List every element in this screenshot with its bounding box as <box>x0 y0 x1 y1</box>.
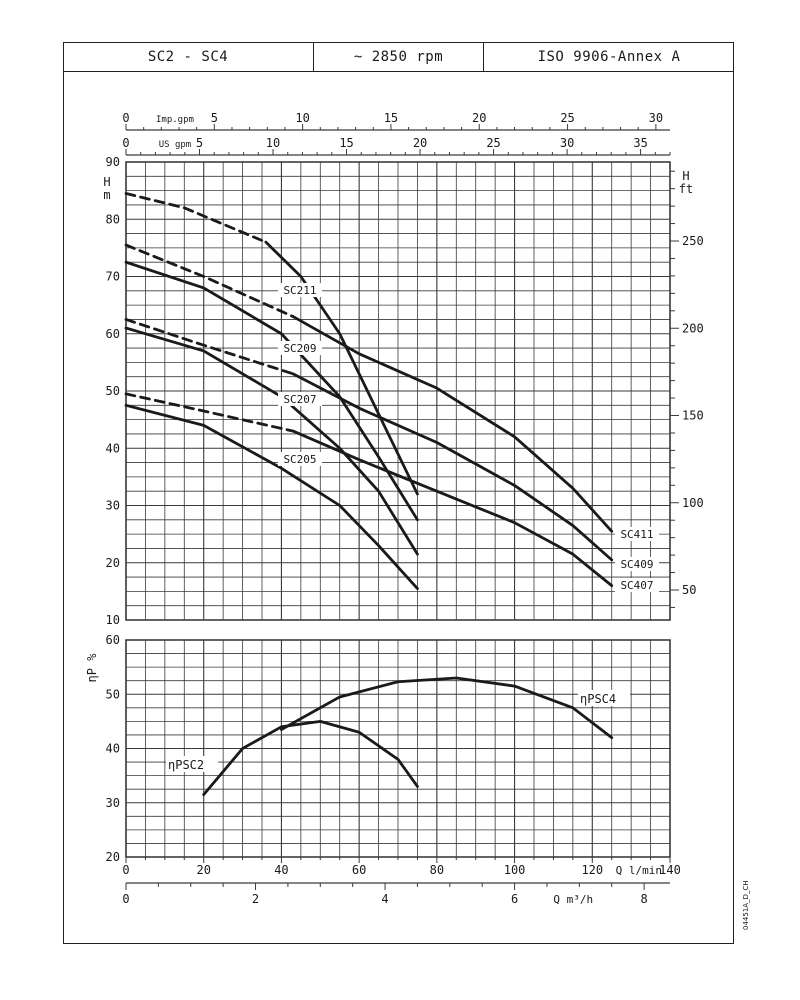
top-axis-tick-label: 20 <box>472 111 487 125</box>
head-y-tick-label: 50 <box>105 384 120 398</box>
top-axis-tick-label: 25 <box>560 111 575 125</box>
top-axis-tick-label: 30 <box>559 136 575 150</box>
header-standard: ISO 9906-Annex A <box>483 42 734 71</box>
top-axis-unit-label: Imp.gpm <box>155 115 194 125</box>
m3h-tick-label: 4 <box>381 892 389 906</box>
document-reference: 04451A_D_CH <box>742 880 750 930</box>
curve-sc207 <box>126 328 417 554</box>
bottom-x-tick-label: 80 <box>429 863 445 877</box>
bottom-x-tick-label: 140 <box>659 863 681 877</box>
eff-y-axis-label: ηP % <box>85 653 99 683</box>
top-axis-tick-label: 5 <box>195 136 204 150</box>
head-y-axis-label: H <box>103 175 111 189</box>
bottom-x-tick-label: 100 <box>503 863 526 877</box>
head-y-tick-label: 30 <box>105 498 120 513</box>
curve-sc205 <box>126 405 417 588</box>
head-y-tick-label: 20 <box>105 555 120 570</box>
m3h-tick-label: 2 <box>251 892 260 906</box>
eff-curve-sc2 <box>204 721 418 794</box>
curve-sc411-dashed <box>126 245 293 317</box>
top-axis-tick-label: 0 <box>122 111 130 125</box>
head-y-axis-unit: m <box>103 188 111 202</box>
bottom-x-tick-label: 20 <box>196 863 211 877</box>
top-axis-tick-label: 30 <box>648 111 664 125</box>
ft-axis-unit: ft <box>678 182 694 196</box>
curve-label-sc207: SC207 <box>283 393 317 406</box>
bottom-x-tick-label: 40 <box>274 863 289 877</box>
curve-label-sc411: SC411 <box>620 528 654 541</box>
top-axis-tick-label: 35 <box>633 136 648 150</box>
head-y-tick-label: 60 <box>105 326 120 341</box>
ft-axis-label: H <box>682 169 690 183</box>
header-speed: ~ 2850 rpm <box>313 42 483 71</box>
eff-y-tick-label: 30 <box>105 795 120 810</box>
head-y-tick-label: 90 <box>105 155 120 169</box>
m3h-tick-label: 6 <box>510 892 519 906</box>
bottom-x-tick-label: 60 <box>351 863 367 877</box>
top-axis-tick-label: 10 <box>265 136 281 150</box>
eff-curve-label-sc2: ηPSC2 <box>168 758 205 772</box>
m3h-tick-label: 0 <box>122 892 130 906</box>
curve-label-sc205: SC205 <box>283 453 317 466</box>
eff-y-tick-label: 40 <box>105 741 120 756</box>
ft-tick-label: 100 <box>682 495 704 510</box>
top-axis-tick-label: 25 <box>486 136 501 150</box>
curve-label-sc409: SC409 <box>620 558 654 571</box>
eff-y-tick-label: 20 <box>105 850 120 864</box>
top-axis-tick-label: 15 <box>339 136 354 150</box>
m3h-tick-label: 8 <box>640 892 648 906</box>
head-y-tick-label: 70 <box>105 269 120 284</box>
top-axis-tick-label: 20 <box>412 136 428 150</box>
top-axis-tick-label: 10 <box>295 111 310 125</box>
bottom-x-unit-label: Q l/min <box>615 864 662 877</box>
curve-sc409 <box>293 374 612 560</box>
ft-tick-label: 200 <box>682 321 704 336</box>
header-model: SC2 - SC4 <box>147 48 229 65</box>
curve-sc409-dashed <box>126 319 293 373</box>
bottom-x-tick-label: 0 <box>122 863 130 877</box>
ft-tick-label: 150 <box>682 408 704 423</box>
top-axis-tick-label: 15 <box>383 111 399 125</box>
ft-tick-label: 50 <box>682 583 697 598</box>
bottom-x-tick-label: 120 <box>581 863 604 877</box>
head-y-tick-label: 10 <box>105 613 120 627</box>
curve-label-sc211: SC211 <box>283 284 317 297</box>
head-y-tick-label: 40 <box>105 441 120 456</box>
m3h-unit-label: Q m³/h <box>553 893 594 906</box>
curve-sc211-dashed <box>126 193 266 242</box>
curve-sc411 <box>293 317 612 532</box>
ft-tick-label: 250 <box>682 234 704 249</box>
top-axis-unit-label: US gpm <box>158 140 192 150</box>
eff-y-tick-label: 50 <box>105 687 120 702</box>
top-axis-tick-label: 5 <box>210 111 218 125</box>
top-axis-tick-label: 0 <box>122 136 130 150</box>
curve-label-sc209: SC209 <box>283 342 317 355</box>
curve-label-sc407: SC407 <box>620 579 654 592</box>
head-y-tick-label: 80 <box>105 212 120 227</box>
eff-y-tick-label: 60 <box>105 633 120 647</box>
eff-curve-label-sc4: ηPSC4 <box>580 692 617 706</box>
